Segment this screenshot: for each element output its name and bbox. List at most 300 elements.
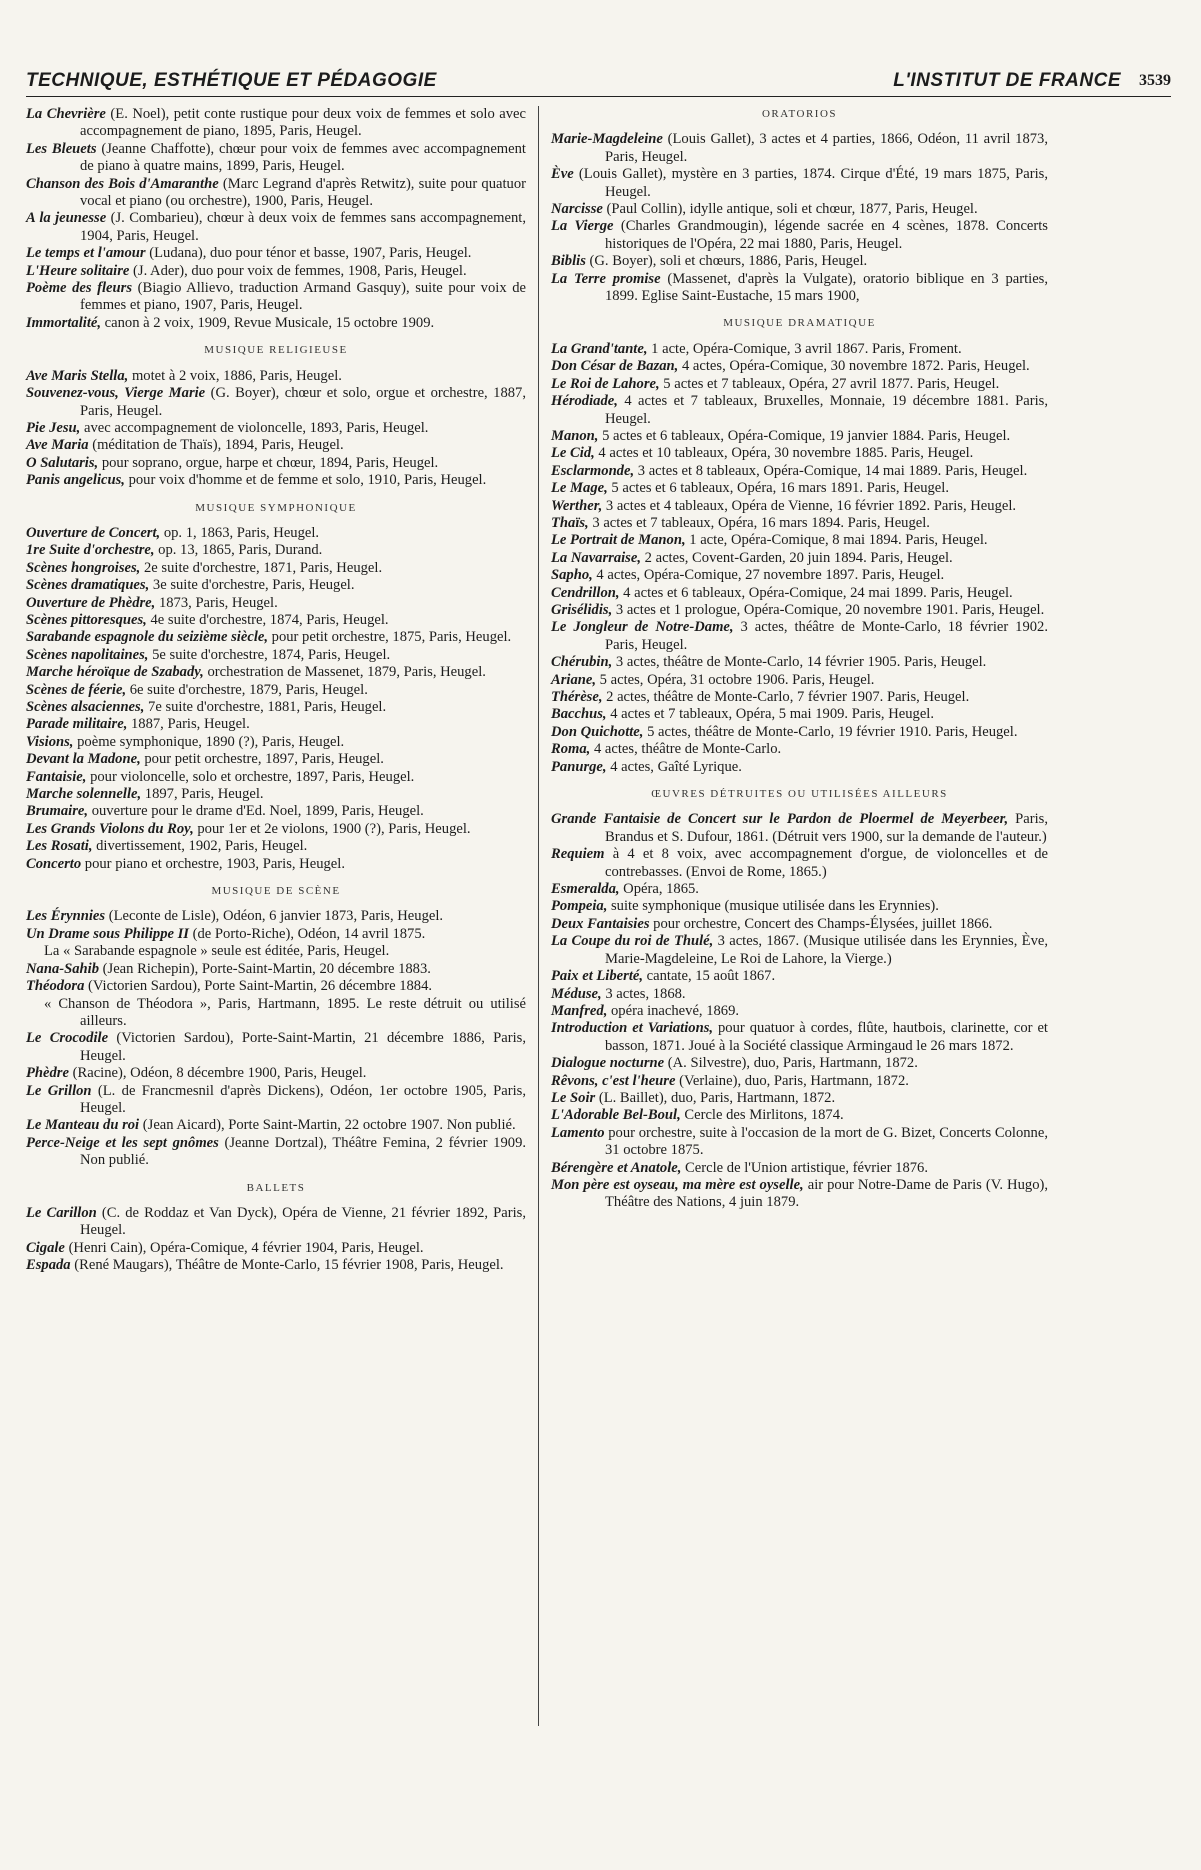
catalog-entry	[26, 263, 526, 280]
work-details: 5 actes et 6 tableaux, Opéra-Comique, 19 janvier 1884. Paris, Heugel.	[598, 427, 1011, 444]
section-oratorios	[551, 131, 1048, 305]
work-details: 3 actes et 4 tableaux, Opéra de Vienne, 16 février 1892. Paris, Heugel.	[602, 497, 1017, 514]
work-title: Marche héroïque de Szabady,	[26, 664, 204, 681]
left-column	[26, 106, 526, 1275]
work-title: Perce-Neige et les sept gnômes	[26, 1134, 219, 1151]
work-title: Brumaire,	[26, 803, 89, 820]
work-details: suite symphonique (musique utilisée dans les Erynnies).	[607, 898, 939, 915]
catalog-entry	[551, 1090, 1048, 1107]
work-title: Paix et Liberté,	[551, 968, 643, 985]
work-details: op. 1, 1863, Paris, Heugel.	[160, 524, 320, 541]
work-details: (Marc Legrand d'après Retwitz), suite pour quatuor vocal et piano (ou orchestre), 1900, Paris, Heugel.	[80, 175, 526, 210]
work-title: Devant la Madone,	[26, 751, 141, 768]
work-title: Panurge,	[551, 758, 607, 775]
work-title: Manfred,	[551, 1002, 608, 1019]
work-details: 3 actes, théâtre de Monte-Carlo, 18 février 1902. Paris, Heugel.	[605, 619, 1048, 653]
work-details: (J. Ader), duo pour voix de femmes, 1908, Paris, Heugel.	[129, 262, 467, 279]
catalog-entry	[26, 176, 526, 211]
work-details: (Charles Grandmougin), légende sacrée en 4 scènes, 1878. Concerts historiques de l'Opéra, 22 mai 1880, Paris, Heugel.	[605, 218, 1048, 252]
catalog-entry	[551, 968, 1048, 985]
work-details: divertissement, 1902, Paris, Heugel.	[92, 838, 308, 855]
catalog-entry	[551, 253, 1048, 270]
work-title: Introduction et Variations,	[551, 1020, 714, 1037]
work-details: 1887, Paris, Heugel.	[127, 716, 250, 733]
work-title: Ave Maris Stella,	[26, 367, 129, 384]
work-details: motet à 2 voix, 1886, Paris, Heugel.	[128, 367, 342, 384]
catalog-entry	[26, 437, 526, 454]
work-details: (René Maugars), Théâtre de Monte-Carlo, 15 février 1908, Paris, Heugel.	[70, 1257, 504, 1274]
section-title-scene: MUSIQUE DE SCÈNE	[211, 885, 341, 898]
work-title: Chanson des Bois d'Amaranthe	[26, 175, 219, 192]
work-title: Le temps et l'amour	[26, 245, 146, 262]
work-details: (Leconte de Lisle), Odéon, 6 janvier 1873, Paris, Heugel.	[105, 908, 444, 925]
catalog-entry	[26, 245, 526, 262]
catalog-entry	[26, 943, 526, 960]
work-details: pour orchestre, Concert des Champs-Élysées, juillet 1866.	[649, 915, 993, 932]
section-title-symphonique: MUSIQUE SYMPHONIQUE	[195, 501, 357, 514]
catalog-entry	[551, 463, 1048, 480]
work-details: opéra inachevé, 1869.	[607, 1002, 740, 1019]
catalog-entry	[551, 393, 1048, 428]
work-title: Le Grillon	[26, 1082, 92, 1099]
work-title: Esclarmonde,	[551, 462, 635, 479]
work-title: Le Manteau du roi	[26, 1117, 140, 1134]
catalog-entry	[26, 106, 526, 141]
work-details: pour 1er et 2e violons, 1900 (?), Paris, Heugel.	[193, 820, 471, 837]
catalog-entry	[26, 560, 526, 577]
catalog-entry	[26, 978, 526, 995]
section-chants	[26, 106, 526, 332]
work-details: canon à 2 voix, 1909, Revue Musicale, 15 octobre 1909.	[101, 314, 435, 331]
work-title: La Chevrière	[26, 106, 106, 122]
right-column	[551, 106, 1048, 1212]
catalog-entry	[26, 420, 526, 437]
catalog-entry	[26, 1065, 526, 1082]
catalog-entry	[551, 759, 1048, 776]
work-title: Ouverture de Phèdre,	[26, 594, 156, 611]
work-details: 4 actes et 7 tableaux, Opéra, 5 mai 1909. Paris, Heugel.	[606, 706, 934, 723]
section-ballets	[26, 1205, 526, 1275]
work-details: (Jeanne Dortzal), Théâtre Femina, 2 février 1909. Non publié.	[80, 1134, 527, 1169]
work-details: (Victorien Sardou), Porte-Saint-Martin, 21 décembre 1886, Paris, Heugel.	[80, 1030, 526, 1064]
work-details: pour piano et orchestre, 1903, Paris, Heugel.	[81, 855, 345, 872]
work-details: (L. de Francmesnil d'après Dickens), Odéon, 1er octobre 1905, Paris, Heugel.	[80, 1082, 526, 1116]
work-details: à 4 et 8 voix, avec accompagnement d'orgue, de violoncelles et de contrebasses. (Envoi de Rome, 1865.)	[604, 846, 1048, 880]
work-title: Le Mage,	[551, 480, 608, 497]
work-details: (Henri Cain), Opéra-Comique, 4 février 1904, Paris, Heugel.	[64, 1239, 424, 1256]
work-title: Le Jongleur de Notre-Dame,	[551, 619, 734, 636]
catalog-entry	[26, 682, 526, 699]
section-title-oratorios: ORATORIOS	[761, 108, 838, 120]
work-title: Le Soir	[551, 1089, 596, 1106]
work-title: Marie-Magdeleine	[551, 131, 663, 148]
work-details: Cercle des Mirlitons, 1874.	[680, 1107, 844, 1124]
catalog-entry	[26, 577, 526, 594]
work-title: Manon,	[551, 427, 599, 444]
work-details: 5e suite d'orchestre, 1874, Paris, Heugel.	[148, 646, 391, 663]
catalog-entry	[26, 1257, 526, 1274]
section-title-ballets: BALLETS	[246, 1181, 306, 1194]
work-details: 3 actes, théâtre de Monte-Carlo, 14 février 1905. Paris, Heugel.	[612, 654, 987, 671]
work-details: 1 acte, Opéra-Comique, 3 avril 1867. Paris, Froment.	[647, 340, 962, 357]
catalog-entry	[26, 1205, 526, 1240]
work-title: Cigale	[26, 1239, 65, 1256]
catalog-entry	[551, 619, 1048, 654]
catalog-entry	[26, 821, 526, 838]
work-details: La « Sarabande espagnole » seule est éditée, Paris, Heugel.	[44, 943, 390, 960]
section-title-religieuse: MUSIQUE RELIGIEUSE	[204, 344, 348, 357]
work-details: « Chanson de Théodora », Paris, Hartmann, 1895. Le reste détruit ou utilisé ailleurs.	[44, 995, 526, 1029]
catalog-entry	[551, 986, 1048, 1003]
work-details: (Ludana), duo pour ténor et basse, 1907, Paris, Heugel.	[145, 245, 472, 262]
work-details: 3 actes, 1868.	[601, 985, 686, 1002]
work-details: 3 actes et 1 prologue, Opéra-Comique, 20 novembre 1901. Paris, Heugel.	[612, 601, 1045, 618]
work-title: Don Quichotte,	[551, 723, 644, 740]
work-title: Grisélidis,	[551, 601, 613, 618]
work-details: orchestration de Massenet, 1879, Paris, Heugel.	[203, 664, 486, 681]
work-details: 7e suite d'orchestre, 1881, Paris, Heugel.	[144, 699, 387, 715]
catalog-entry	[26, 1135, 526, 1170]
catalog-entry	[551, 933, 1048, 968]
catalog-entry	[551, 672, 1048, 689]
header-left-title: TECHNIQUE, ESTHÉTIQUE ET PÉDAGOGIE	[26, 70, 437, 91]
work-details: ouverture pour le drame d'Ed. Noel, 1899, Paris, Heugel.	[88, 803, 424, 820]
catalog-entry	[26, 647, 526, 664]
catalog-entry	[551, 480, 1048, 497]
work-details: (méditation de Thaïs), 1894, Paris, Heugel.	[88, 437, 344, 454]
catalog-entry	[26, 280, 526, 315]
work-title: Cendrillon,	[551, 584, 620, 601]
catalog-entry	[551, 602, 1048, 619]
work-title: Rêvons, c'est l'heure	[551, 1072, 676, 1089]
catalog-entry	[551, 585, 1048, 602]
work-title: Les Grands Violons du Roy,	[26, 820, 194, 837]
work-details: 4 actes, Opéra-Comique, 30 novembre 1872. Paris, Heugel.	[678, 358, 1030, 375]
work-title: L'Adorable Bel-Boul,	[551, 1107, 681, 1124]
work-details: 4e suite d'orchestre, 1874, Paris, Heugel.	[146, 611, 389, 628]
catalog-entry	[551, 881, 1048, 898]
catalog-entry	[551, 811, 1048, 846]
work-title: Concerto	[26, 855, 82, 872]
work-details: (de Porto-Riche), Odéon, 14 avril 1875.	[189, 925, 426, 942]
work-title: Le Crocodile	[26, 1030, 109, 1047]
work-title: Phèdre	[26, 1065, 69, 1082]
catalog-entry	[26, 315, 526, 332]
work-details: (Massenet, d'après la Vulgate), oratorio biblique en 3 parties, 1899. Eglise Saint-Eustache, 15 mars 1900,	[605, 270, 1049, 305]
work-title: Hérodiade,	[551, 393, 618, 410]
work-title: Panis angelicus,	[26, 472, 125, 489]
catalog-entry	[551, 445, 1048, 462]
work-title: Chérubin,	[551, 654, 613, 671]
work-details: 5 actes et 7 tableaux, Opéra, 27 avril 1877. Paris, Heugel.	[659, 375, 1000, 392]
catalog-entry	[26, 542, 526, 559]
work-title: Les Érynnies	[26, 908, 106, 925]
work-title: Roma,	[551, 741, 591, 758]
work-title: Narcisse	[551, 201, 603, 218]
work-title: Espada	[26, 1257, 71, 1274]
work-details: (Biagio Allievo, traduction Armand Gasquy), suite pour voix de femmes et piano, 1907, Paris, Heugel.	[80, 280, 526, 314]
work-details: 1873, Paris, Heugel.	[155, 594, 278, 611]
work-title: Ouverture de Concert,	[26, 524, 161, 541]
work-details: 3e suite d'orchestre, Paris, Heugel.	[149, 577, 355, 594]
work-details: pour soprano, orgue, harpe et chœur, 1894, Paris, Heugel.	[98, 454, 439, 471]
catalog-entry	[26, 856, 526, 873]
section-religieuse	[26, 368, 526, 490]
work-title: Le Portrait de Manon,	[551, 532, 686, 549]
section-dramatique	[551, 341, 1048, 776]
catalog-entry	[551, 271, 1048, 306]
work-title: L'Heure solitaire	[26, 262, 130, 279]
catalog-entry	[26, 699, 526, 716]
catalog-entry	[26, 525, 526, 542]
catalog-entry	[26, 838, 526, 855]
page-header	[26, 68, 1171, 97]
work-title: Visions,	[26, 733, 74, 750]
work-details: (C. de Roddaz et Van Dyck), Opéra de Vienne, 21 février 1892, Paris, Heugel.	[80, 1204, 526, 1239]
work-details: (Paul Collin), idylle antique, soli et chœur, 1877, Paris, Heugel.	[602, 201, 978, 218]
work-title: Un Drame sous Philippe II	[26, 925, 189, 942]
catalog-entry	[551, 201, 1048, 218]
work-title: Les Bleuets	[26, 140, 97, 157]
work-details: 1897, Paris, Heugel.	[141, 786, 264, 803]
work-details: 3 actes et 8 tableaux, Opéra-Comique, 14 mai 1889. Paris, Heugel.	[634, 462, 1028, 479]
work-title: La Terre promise	[551, 270, 661, 287]
work-details: (A. Silvestre), duo, Paris, Hartmann, 1872.	[664, 1055, 918, 1072]
work-title: Théodora	[26, 978, 85, 995]
work-title: Deux Fantaisies	[551, 915, 650, 932]
work-details: (Verlaine), duo, Paris, Hartmann, 1872.	[675, 1072, 909, 1089]
work-title: Nana-Sahib	[26, 960, 99, 977]
work-title: Méduse,	[551, 985, 602, 1002]
section-scene	[26, 908, 526, 1169]
catalog-entry	[551, 1073, 1048, 1090]
catalog-entry	[551, 218, 1048, 253]
work-details: (E. Noel), petit conte rustique pour deux voix de femmes et solo avec accompagnement de piano, 1895, Paris, Heugel.	[80, 106, 526, 140]
work-details: pour voix d'homme et de femme et solo, 1910, Paris, Heugel.	[124, 472, 487, 489]
work-title: Sarabande espagnole du seizième siècle,	[26, 629, 268, 646]
catalog-entry	[26, 961, 526, 978]
catalog-entry	[551, 1020, 1048, 1055]
work-details: Paris, Brandus et S. Dufour, 1861. (Détruit vers 1900, sur la demande de l'auteur.)	[605, 811, 1048, 845]
catalog-entry	[26, 996, 526, 1031]
work-details: 5 actes, théâtre de Monte-Carlo, 19 février 1910. Paris, Heugel.	[643, 723, 1018, 740]
work-details: 1 acte, Opéra-Comique, 8 mai 1894. Paris, Heugel.	[685, 532, 988, 549]
catalog-entry	[551, 654, 1048, 671]
work-title: Marche solennelle,	[26, 786, 142, 803]
work-details: (G. Boyer), soli et chœurs, 1886, Paris, Heugel.	[585, 253, 868, 270]
work-details: (Jeanne Chaffotte), chœur pour voix de femmes avec accompagnement de piano à quatre mains, 1899, Paris, Heugel.	[80, 140, 526, 175]
section-symphonique	[26, 525, 526, 873]
catalog-entry	[26, 385, 526, 420]
catalog-entry	[551, 706, 1048, 723]
work-details: (Jean Aicard), Porte Saint-Martin, 22 octobre 1907. Non publié.	[139, 1117, 516, 1134]
catalog-entry	[26, 786, 526, 803]
work-title: Requiem	[551, 846, 605, 863]
catalog-entry	[551, 689, 1048, 706]
catalog-entry	[551, 358, 1048, 375]
catalog-entry	[26, 664, 526, 681]
catalog-entry	[551, 376, 1048, 393]
catalog-entry	[551, 846, 1048, 881]
catalog-entry	[26, 716, 526, 733]
work-title: Scènes napolitaines,	[26, 646, 149, 663]
section-detruites	[551, 811, 1048, 1211]
catalog-entry	[26, 472, 526, 489]
work-details: (J. Combarieu), chœur à deux voix de femmes sans accompagnement, 1904, Paris, Heugel.	[80, 210, 526, 244]
work-title: Ave Maria	[26, 437, 89, 454]
work-details: pour orchestre, suite à l'occasion de la mort de G. Bizet, Concerts Colonne, 31 octobre 1875.	[604, 1124, 1048, 1159]
work-title: Parade militaire,	[26, 716, 128, 733]
work-title: Werther,	[551, 497, 603, 514]
work-details: (Louis Gallet), 3 actes et 4 parties, 1866, Odéon, 11 avril 1873, Paris, Heugel.	[605, 131, 1048, 165]
work-details: 4 actes, Opéra-Comique, 27 novembre 1897. Paris, Heugel.	[592, 567, 945, 584]
work-details: cantate, 15 août 1867.	[643, 968, 776, 985]
catalog-entry	[551, 741, 1048, 758]
work-details: poème symphonique, 1890 (?), Paris, Heugel.	[73, 733, 345, 750]
page-number: 3539	[1139, 72, 1171, 89]
work-title: Le Cid,	[551, 445, 595, 462]
catalog-entry	[26, 629, 526, 646]
work-details: 2e suite d'orchestre, 1871, Paris, Heugel.	[140, 559, 383, 576]
work-title: Grande Fantaisie de Concert sur le Pardon de Ploermel de Meyerbeer,	[551, 811, 1009, 828]
catalog-entry	[26, 612, 526, 629]
catalog-entry	[26, 368, 526, 385]
catalog-entry	[551, 898, 1048, 915]
work-title: La Vierge	[551, 218, 614, 235]
work-details: 4 actes, théâtre de Monte-Carlo.	[590, 741, 782, 758]
work-title: Bérengère et Anatole,	[551, 1159, 682, 1176]
work-title: La Grand'tante,	[551, 340, 648, 357]
work-details: (Victorien Sardou), Porte Saint-Martin, 26 décembre 1884.	[84, 978, 433, 995]
work-title: Poème des fleurs	[26, 280, 133, 297]
work-details: (G. Boyer), chœur et solo, orgue et orchestre, 1887, Paris, Heugel.	[80, 385, 527, 419]
work-title: Esmeralda,	[551, 881, 620, 898]
catalog-entry	[26, 769, 526, 786]
catalog-entry	[26, 908, 526, 925]
catalog-entry	[551, 1160, 1048, 1177]
work-title: Thérèse,	[551, 689, 603, 705]
catalog-entry	[551, 1107, 1048, 1124]
work-details: 2 actes, Covent-Garden, 20 juin 1894. Paris, Heugel.	[641, 549, 953, 566]
catalog-entry	[26, 803, 526, 820]
work-title: Scènes de féerie,	[26, 681, 127, 698]
work-title: 1re Suite d'orchestre,	[26, 542, 155, 559]
work-details: (Jean Richepin), Porte-Saint-Martin, 20 décembre 1883.	[99, 960, 431, 977]
work-title: La Navarraise,	[551, 549, 641, 566]
catalog-entry	[551, 428, 1048, 445]
catalog-entry	[26, 595, 526, 612]
work-title: Lamento	[551, 1124, 605, 1141]
work-title: Don César de Bazan,	[551, 358, 679, 375]
work-title: Mon père est oyseau, ma mère est oyselle,	[551, 1176, 804, 1193]
work-details: 5 actes et 6 tableaux, Opéra, 16 mars 1891. Paris, Heugel.	[607, 480, 949, 497]
work-details: pour quatuor à cordes, flûte, hautbois, clarinette, cor et basson, 1871. Joué à la Société classique Armingaud le 26 mars 1872.	[605, 1020, 1048, 1054]
catalog-entry	[551, 567, 1048, 584]
work-details: 3 actes et 7 tableaux, Opéra, 16 mars 1894. Paris, Heugel.	[588, 514, 930, 531]
work-details: (Louis Gallet), mystère en 3 parties, 1874. Cirque d'Été, 19 mars 1875, Paris, Heugel.	[573, 166, 1048, 200]
catalog-entry	[26, 926, 526, 943]
work-title: Les Rosati,	[26, 838, 93, 855]
work-details: avec accompagnement de violoncelle, 1893, Paris, Heugel.	[80, 419, 429, 436]
work-title: Thaïs,	[551, 514, 589, 531]
work-title: Fantaisie,	[26, 768, 87, 785]
work-details: 4 actes et 7 tableaux, Bruxelles, Monnaie, 19 décembre 1881. Paris, Heugel.	[605, 393, 1048, 427]
work-title: Bacchus,	[551, 706, 607, 723]
work-details: pour petit orchestre, 1897, Paris, Heugel.	[140, 751, 384, 768]
work-title: Pompeia,	[551, 898, 608, 915]
work-details: 5 actes, Opéra, 31 octobre 1906. Paris, Heugel.	[596, 671, 875, 688]
catalog-entry	[551, 1003, 1048, 1020]
work-details: pour petit orchestre, 1875, Paris, Heugel.	[268, 629, 512, 646]
work-details: (Racine), Odéon, 8 décembre 1900, Paris, Heugel.	[68, 1065, 367, 1082]
catalog-entry	[26, 1117, 526, 1134]
work-title: Le Roi de Lahore,	[551, 375, 660, 392]
work-title: Pie Jesu,	[26, 419, 81, 436]
catalog-entry	[551, 724, 1048, 741]
work-title: Scènes dramatiques,	[26, 577, 150, 594]
work-title: Scènes alsaciennes,	[26, 699, 145, 715]
catalog-entry	[551, 1055, 1048, 1072]
work-title: Ariane,	[551, 671, 597, 688]
work-title: A la jeunesse	[26, 210, 107, 227]
catalog-entry	[551, 532, 1048, 549]
work-details: Opéra, 1865.	[619, 881, 699, 898]
work-title: La Coupe du roi de Thulé,	[551, 933, 714, 950]
work-title: Ève	[551, 166, 574, 183]
work-title: Immortalité,	[26, 314, 101, 331]
work-title: Scènes pittoresques,	[26, 611, 147, 628]
catalog-entry	[551, 515, 1048, 532]
catalog-entry	[26, 751, 526, 768]
catalog-entry	[26, 1240, 526, 1257]
section-title-dramatique: MUSIQUE DRAMATIQUE	[723, 317, 876, 330]
catalog-entry	[26, 141, 526, 176]
catalog-entry	[26, 455, 526, 472]
work-details: pour violoncelle, solo et orchestre, 1897, Paris, Heugel.	[86, 768, 415, 785]
column-divider	[538, 106, 539, 1726]
work-title: Scènes hongroises,	[26, 559, 141, 576]
header-right-title: L'INSTITUT DE FRANCE	[893, 70, 1121, 91]
catalog-entry	[551, 916, 1048, 933]
work-title: Biblis	[551, 253, 586, 270]
work-details: 2 actes, théâtre de Monte-Carlo, 7 février 1907. Paris, Heugel.	[602, 689, 970, 705]
work-details: air pour Notre-Dame de Paris (V. Hugo), Théâtre des Nations, 4 juin 1879.	[605, 1176, 1049, 1211]
work-details: 4 actes et 6 tableaux, Opéra-Comique, 24 mai 1899. Paris, Heugel.	[619, 584, 1013, 601]
work-title: Le Carillon	[26, 1204, 97, 1221]
work-title: Souvenez-vous, Vierge Marie	[26, 385, 206, 402]
work-details: 4 actes et 10 tableaux, Opéra, 30 novembre 1885. Paris, Heugel.	[594, 445, 974, 462]
catalog-entry	[551, 498, 1048, 515]
catalog-entry	[551, 341, 1048, 358]
catalog-entry	[26, 1030, 526, 1065]
catalog-entry	[26, 734, 526, 751]
catalog-entry	[551, 131, 1048, 166]
work-details: op. 13, 1865, Paris, Durand.	[154, 542, 323, 559]
work-title: O Salutaris,	[26, 454, 99, 471]
section-title-detruites: ŒUVRES DÉTRUITES OU UTILISÉES AILLEURS	[651, 788, 948, 801]
work-details: 3 actes, 1867. (Musique utilisée dans les Erynnies, Ève, Marie-Magdeleine, Le Roi de Lahore, la Vierge.)	[605, 933, 1049, 967]
work-details: 6e suite d'orchestre, 1879, Paris, Heugel.	[126, 681, 368, 698]
work-details: 4 actes, Gaîté Lyrique.	[606, 758, 742, 775]
catalog-entry	[26, 1083, 526, 1118]
catalog-entry	[26, 210, 526, 245]
work-title: Dialogue nocturne	[551, 1055, 665, 1072]
catalog-entry	[551, 1177, 1048, 1212]
catalog-entry	[551, 550, 1048, 567]
work-title: Sapho,	[551, 567, 593, 584]
catalog-entry	[551, 1125, 1048, 1160]
work-details: (L. Baillet), duo, Paris, Hartmann, 1872.	[595, 1089, 836, 1106]
